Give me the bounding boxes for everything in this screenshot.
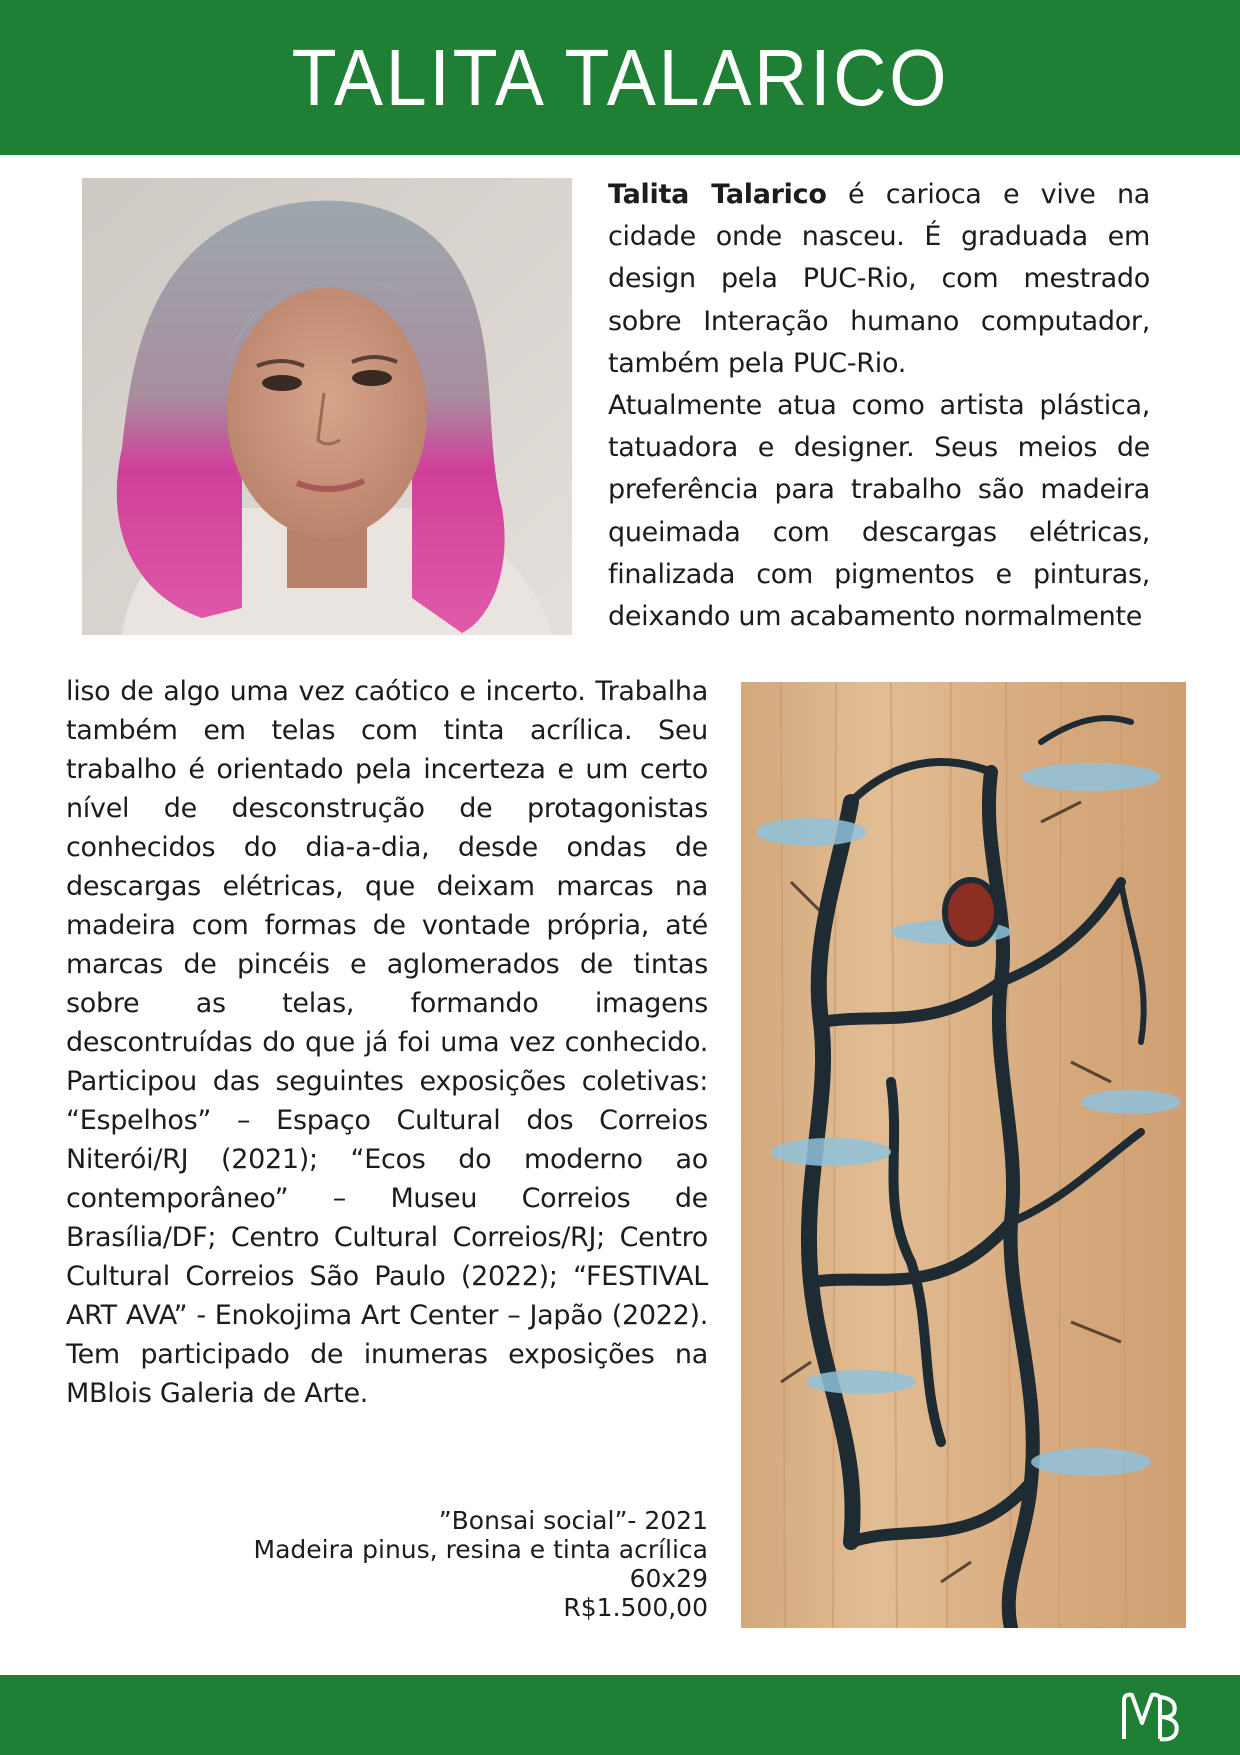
artist-name: Talita Talarico [608, 179, 827, 210]
artwork-image [741, 682, 1186, 1628]
intro-paragraph [608, 174, 1150, 638]
artwork-medium: Madeira pinus, resina e tinta acrílica [253, 1535, 708, 1564]
footer-bar [0, 1675, 1240, 1755]
artwork-title: ”Bonsai social”- 2021 [438, 1506, 708, 1535]
bio-paragraph: liso de algo uma vez caótico e incerto. Trabalha também em telas com tinta acrílica. Seu trabalho é orientado pela incerteza e um certo nível de desconstrução de protagonistas conhecidos do dia-a-dia, desde ondas de descargas elétricas, que deixam marcas na madeira com formas de vontade própria, até marcas de pincéis e aglomerados de tintas sobre as telas, formando imagens descontruídas do que já foi uma vez conhecido. Participou das seguintes exposições coletivas: “Espelhos” – Espaço Cultural dos Correios Niterói/RJ (2021); “Ecos do moderno ao contemporâneo” – Museu Correios de Brasília/DF; Centro Cultural Correios/RJ; Centro Cultural Correios São Paulo (2022); “FESTIVAL ART AVA” - Enokojima Art Center – Japão (2022). Tem participado de inumeras exposições na MBlois Galeria de Arte. [66, 676, 708, 1409]
intro-text: é carioca e vive na cidade onde nasceu. É graduada em design pela PUC-Rio, com mestrado sobre Interação humano computador, também pela PUC-Rio. [608, 179, 1151, 379]
page-title: TALITA TALARICO [291, 32, 949, 122]
artist-portrait [82, 178, 572, 635]
artwork-price: R$1.500,00 [563, 1593, 708, 1622]
artwork-caption [108, 1506, 708, 1622]
intro-text-2: Atualmente atua como artista plástica, tatuadora e designer. Seus meios de preferência para trabalho são madeira queimada com descargas elétricas, finalizada com pigmentos e pinturas, deixando um acabamento normalmente [608, 390, 1150, 633]
artwork-dimensions: 60x29 [629, 1564, 708, 1593]
header-bar [0, 0, 1240, 155]
gallery-logo [1118, 1687, 1182, 1745]
